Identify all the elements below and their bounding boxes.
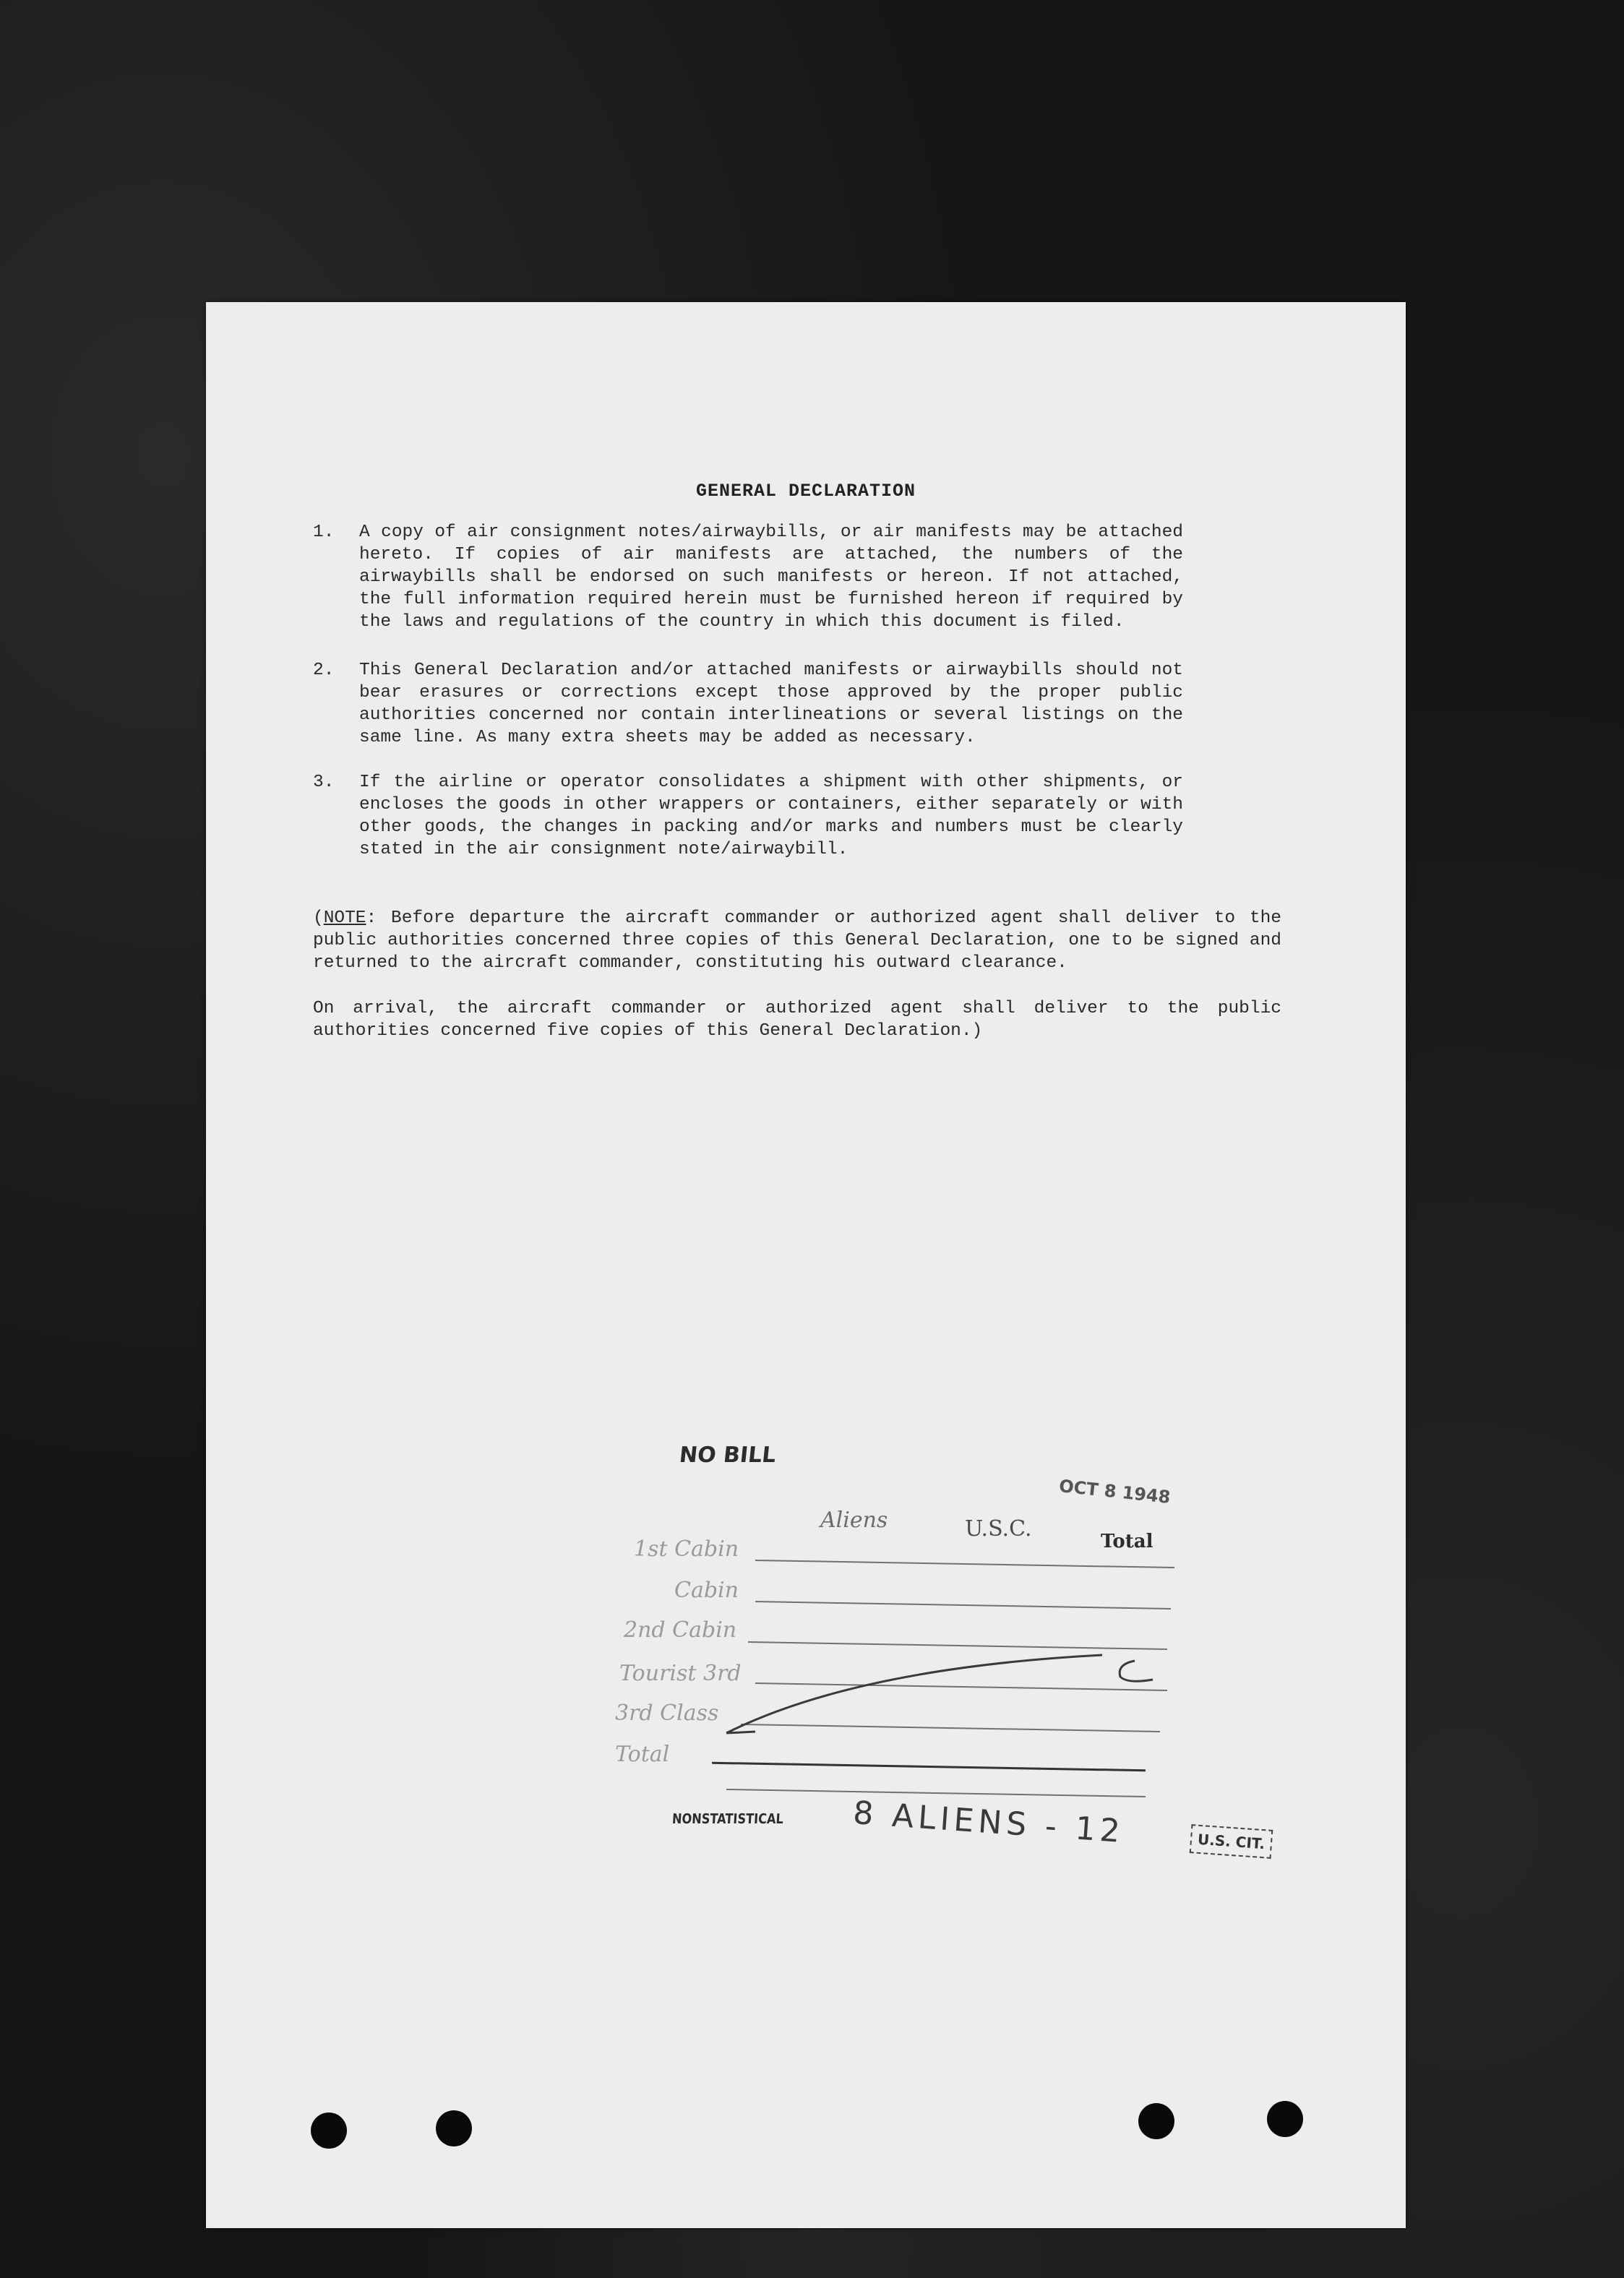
arrival-paragraph: On arrival, the aircraft commander or authorized agent shall deliver to the public authorities concerned five copies of this General Declaration.): [313, 999, 1281, 1041]
punch-hole: [311, 2112, 347, 2149]
document-page: [206, 302, 1406, 2228]
item-text: This General Declaration and/or attached manifests or airwaybills should not bear erasures or corrections except those approved by the proper public authorities concerned nor contain interlineations or several listings on the same line. As many extra sheets may be added as necessary.: [359, 661, 1183, 747]
note-body: : Before departure the aircraft commander or authorized agent shall deliver to the public authorities concerned three copies of this General Declaration, one to be signed and returned to the aircraft commander, constituting his outward clearance.: [313, 908, 1281, 973]
date-stamp: OCT 8 1948: [1057, 1475, 1172, 1508]
rule-line: [726, 1789, 1146, 1797]
note-label: NOTE: [323, 908, 366, 928]
row-2nd-cabin: 2nd Cabin: [624, 1617, 737, 1643]
punch-hole: [1138, 2103, 1174, 2139]
nonstatistical-stamp: NONSTATISTICAL: [671, 1811, 784, 1827]
row-cabin: Cabin: [674, 1578, 739, 1603]
rule-line: [755, 1601, 1171, 1609]
punch-hole: [1267, 2101, 1303, 2137]
us-cit-stamp: U.S. CIT.: [1190, 1824, 1273, 1859]
item-number: 1.: [313, 523, 335, 542]
document-title: GENERAL DECLARATION: [695, 481, 916, 502]
column-usc: U.S.C.: [965, 1516, 1032, 1542]
total-rule-line: [712, 1762, 1146, 1771]
no-bill-stamp: NO BILL: [678, 1443, 778, 1468]
column-aliens: Aliens: [820, 1508, 888, 1533]
row-total: Total: [615, 1742, 670, 1767]
item-number: 2.: [313, 661, 335, 680]
note-paragraph: [313, 907, 1281, 974]
rule-line: [755, 1560, 1174, 1568]
note-open-paren: (: [313, 908, 324, 928]
row-3rd-class: 3rd Class: [615, 1701, 719, 1726]
diagonal-pen-stroke: [712, 1646, 1160, 1748]
column-total: Total: [1101, 1531, 1153, 1552]
row-tourist-3rd: Tourist 3rd: [619, 1661, 742, 1686]
row-1st-cabin: 1st Cabin: [634, 1536, 739, 1562]
item-text: If the airline or operator consolidates a shipment with other shipments, or encloses the goods in other wrappers or containers, either separately or with other goods, the changes in packing and/or marks and numbers must be clearly stated in the air consignment note/airwaybill.: [359, 773, 1183, 859]
punch-hole: [436, 2110, 472, 2146]
handwritten-count: 8 ALIENS - 12: [851, 1794, 1126, 1851]
item-number: 3.: [313, 773, 335, 792]
item-text: A copy of air consignment notes/airwaybills, or air manifests may be attached hereto. If copies of air manifests are attached, the numbers of the airwaybills shall be endorsed on such manifests or hereon. If not attached, the full information required herein must be furnished hereon if required by the laws and regulations of the country in which this document is filed.: [359, 523, 1183, 632]
